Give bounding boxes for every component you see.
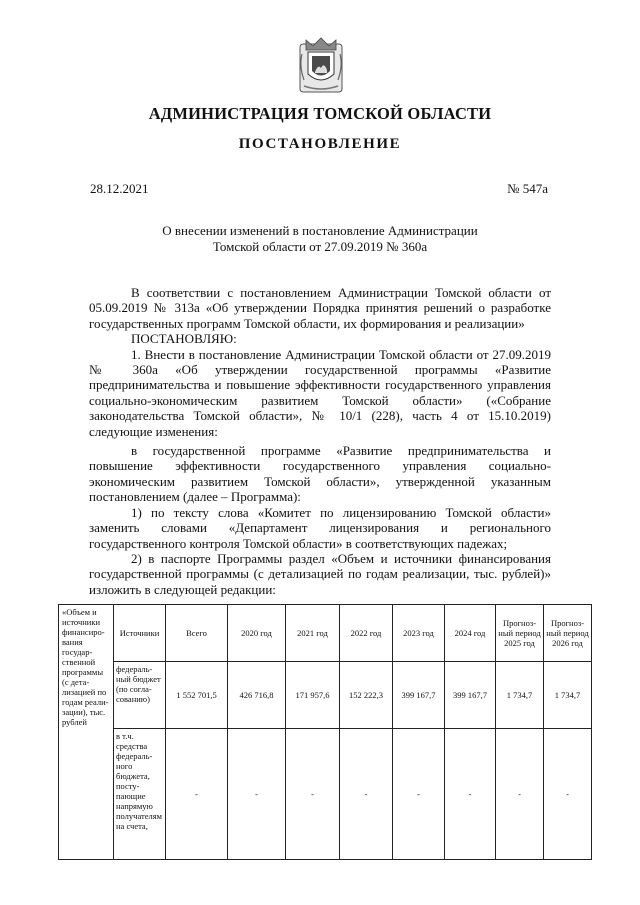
body-paragraph-resolve: ПОСТАНОВЛЯЮ: (131, 331, 237, 347)
document-subject (120, 223, 520, 255)
cell-2021: - (286, 729, 340, 860)
cell-2023: - (393, 729, 445, 860)
subject-line-1: О внесении изменений в постановление Администрации (162, 223, 478, 238)
table-row-label: «Объем и источники финансирования государственной программы (с детализацией по годам реализации), тыс. рублей (59, 605, 114, 860)
cell-2020: - (228, 729, 286, 860)
cell-2025: 1 734,7 (496, 662, 544, 729)
header-2023: 2023 год (393, 605, 445, 662)
cell-source: в т.ч. средства федерального бюджета, поступающие напрямую получателям на счета, (114, 729, 166, 860)
body-paragraph-subitem-1: 1) по тексту слова «Комитет по лицензированию Томской области» заменить словами «Департамент лицензирования и регионального государственного контроля Томской области» в соответствующих падежах; (89, 504, 551, 551)
document-body (89, 285, 551, 597)
cell-2022: - (340, 729, 393, 860)
cell-total: - (166, 729, 228, 860)
header-2024: 2024 год (445, 605, 496, 662)
cell-2023: 399 167,7 (393, 662, 445, 729)
cell-2024: 399 167,7 (445, 662, 496, 729)
header-source: Источники (114, 605, 166, 662)
table-row (59, 729, 592, 860)
body-paragraph-preamble: В соответствии с постановлением Администрации Томской области от 05.09.2019 № 313а «Об утверждении Порядка принятия решений о разработке государственных программ Томской области, их формирования и реализации» (89, 285, 551, 331)
document-type: ПОСТАНОВЛЕНИЕ (238, 136, 402, 152)
cell-2022: 152 222,3 (340, 662, 393, 729)
cell-2020: 426 716,8 (228, 662, 286, 729)
cell-2025: - (496, 729, 544, 860)
cell-2024: - (445, 729, 496, 860)
header-2021: 2021 год (286, 605, 340, 662)
header-2020: 2020 год (228, 605, 286, 662)
body-paragraph-subitem-2: 2) в паспорте Программы раздел «Объем и источники финансирования государственной программы (с детализацией по годам реализации, тыс. рублей)» изложить в следующей редакции: (89, 550, 551, 597)
header-2025: Прогнозный период 2025 год (496, 605, 544, 662)
cell-source: федеральный бюджет (по согласованию) (114, 662, 166, 729)
cell-total: 1 552 701,5 (166, 662, 228, 729)
document-number: № 547а (507, 181, 548, 196)
tomsk-coat-of-arms-icon (298, 36, 344, 94)
cell-2026: 1 734,7 (544, 662, 592, 729)
cell-2026: - (544, 729, 592, 860)
table-row (59, 662, 592, 729)
header-total: Всего (166, 605, 228, 662)
body-paragraph-item-1: 1. Внести в постановление Администрации Томской области от 27.09.2019 № 360а «Об утверждении государственной программы «Развитие предпринимательства и повышение эффективности государственного управления социально-экономическим развитием Томской области» («Собрание законодательства Томской области», № 10/1 (228), часть 4 от 15.10.2019) следующие изменения: (89, 346, 551, 439)
document-date: 28.12.2021 (90, 181, 149, 196)
header-2022: 2022 год (340, 605, 393, 662)
cell-2021: 171 957,6 (286, 662, 340, 729)
organization-title: АДМИНИСТРАЦИЯ ТОМСКОЙ ОБЛАСТИ (148, 104, 492, 123)
subject-line-2: Томской области от 27.09.2019 № 360а (212, 239, 428, 254)
table-header-row (59, 605, 592, 662)
body-paragraph-program: в государственной программе «Развитие предпринимательства и повышение эффективности государственного управления социально-экономическим развитием Томской области», утвержденной указанным постановлением (далее – Программа): (89, 443, 551, 505)
financing-table (58, 604, 592, 860)
header-2026: Прогнозный период 2026 год (544, 605, 592, 662)
